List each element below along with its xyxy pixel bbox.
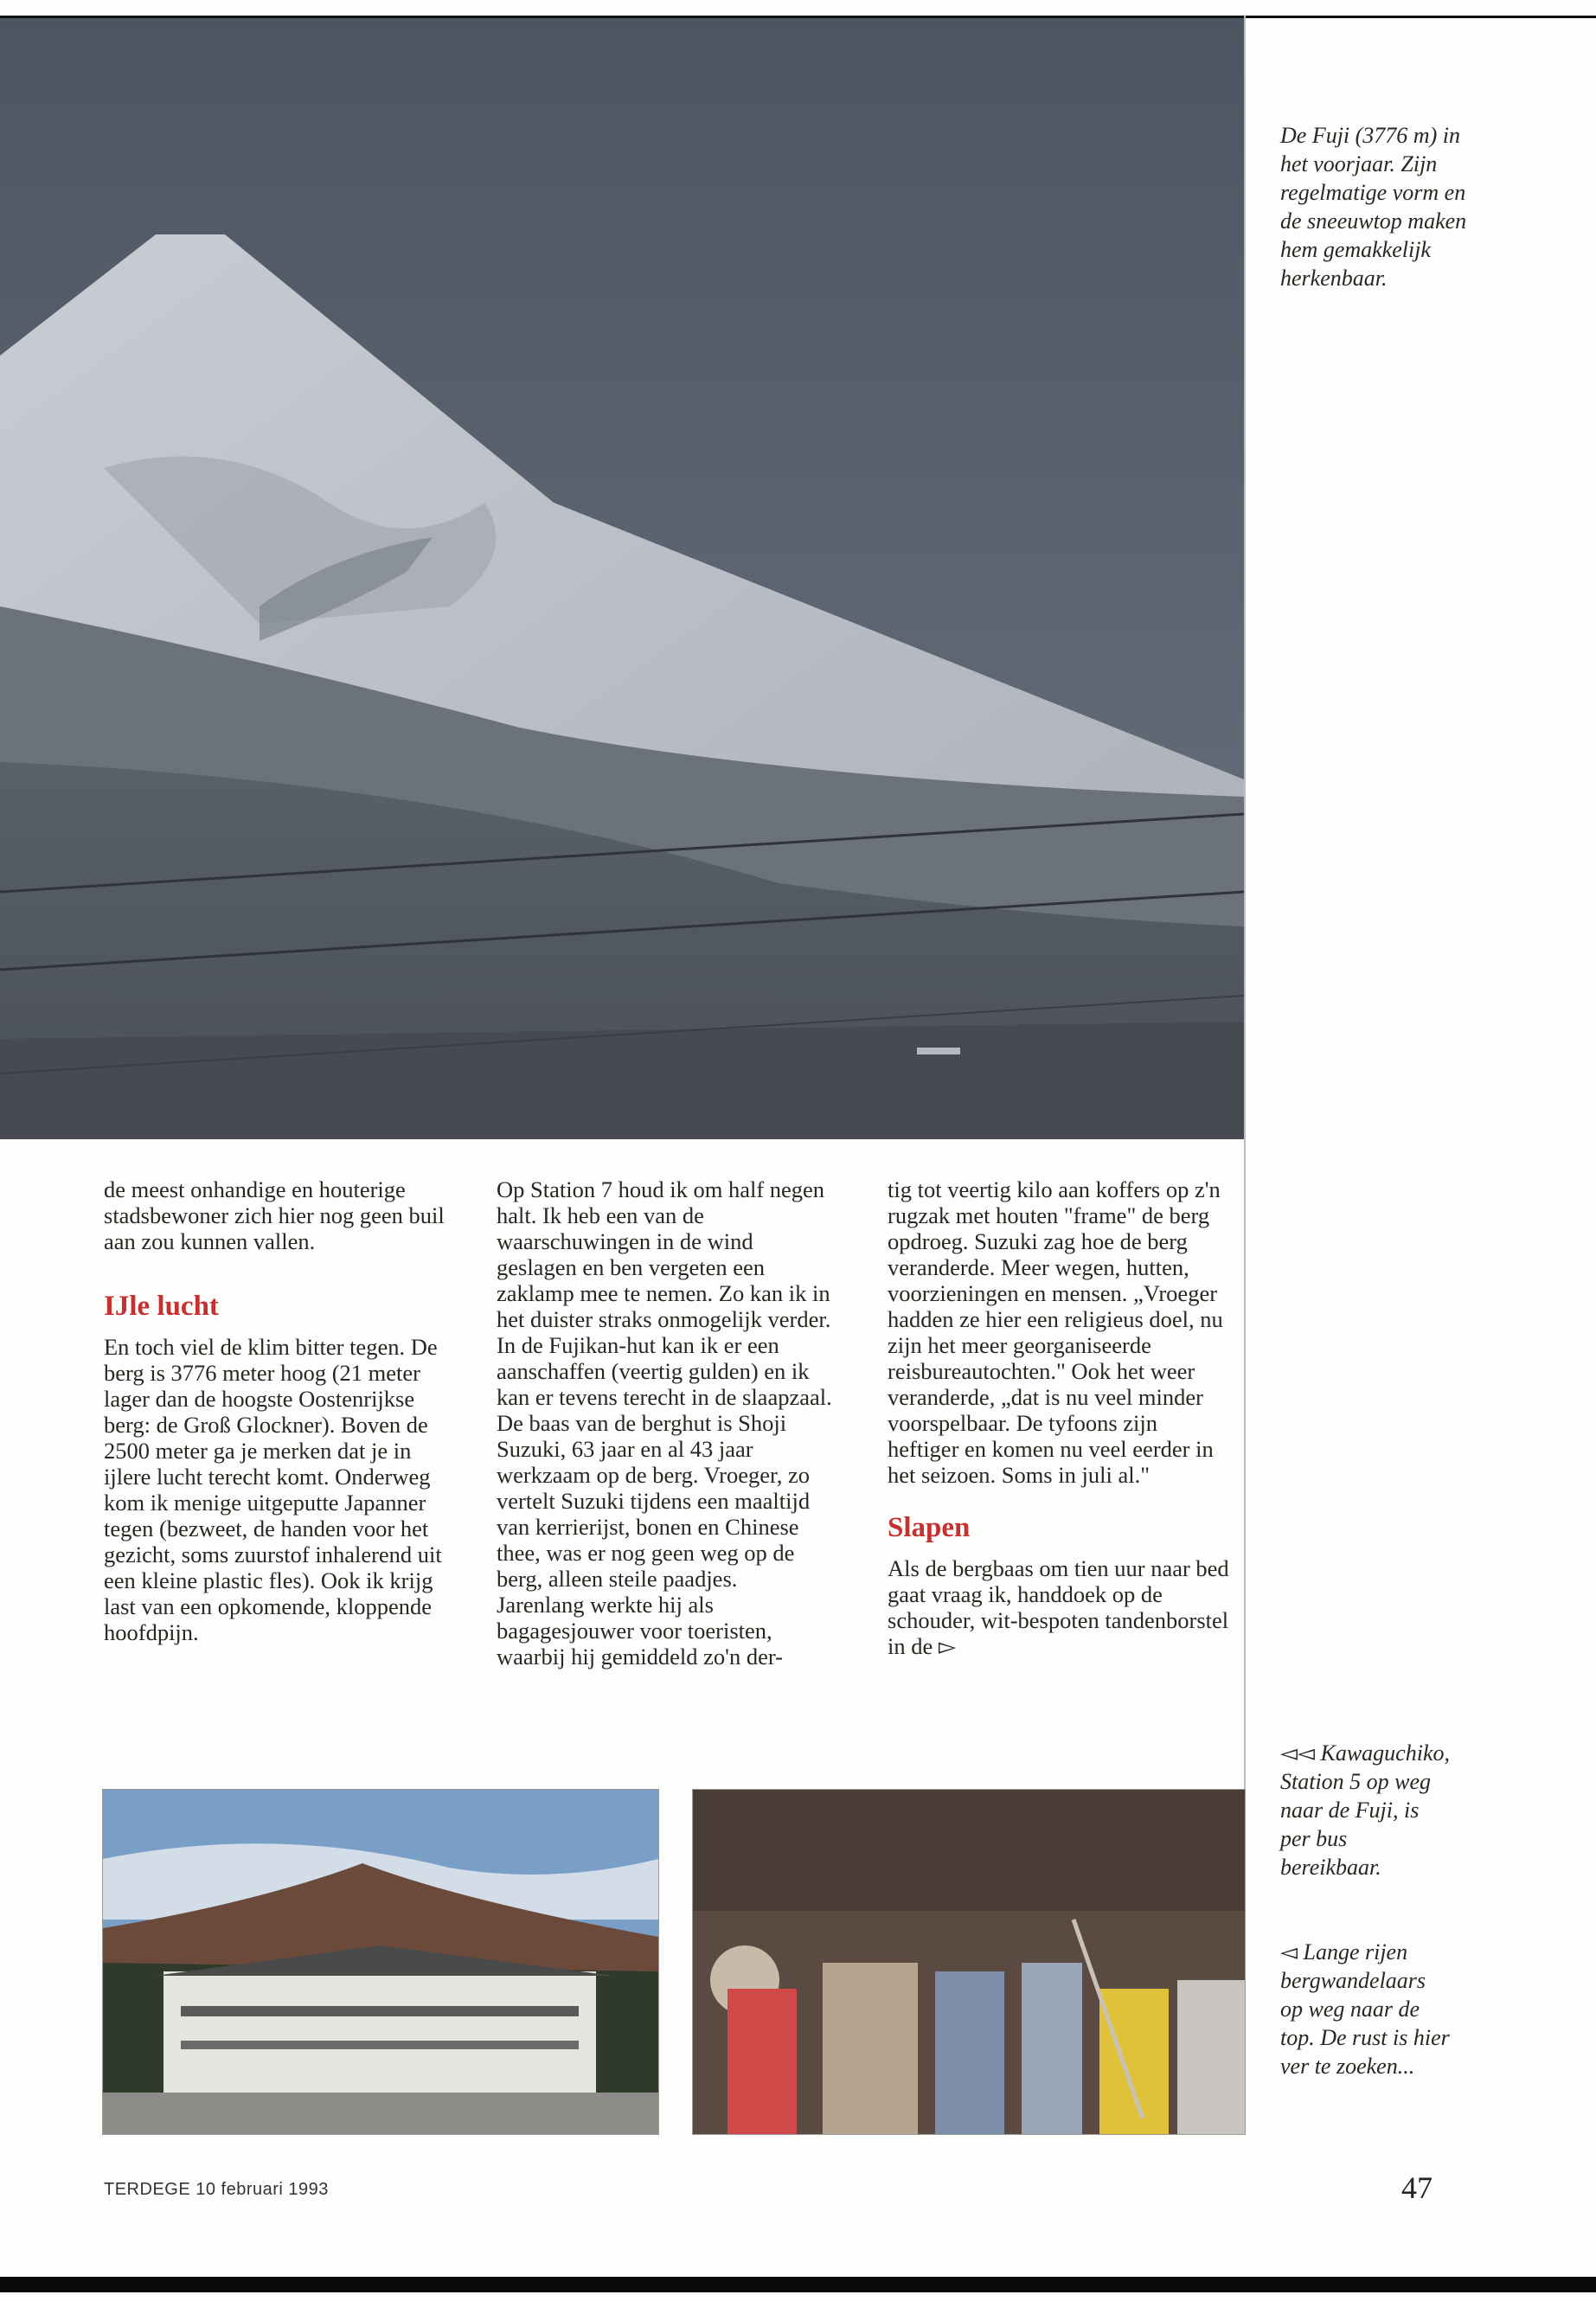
magazine-footer: TERDEGE 10 februari 1993: [104, 2180, 329, 2199]
column3-para2: Als de bergbaas om tien uur naar bed gaat vraag ik, handdoek op de schouder, wit-bespoten tandenborstel in de ▻: [888, 1555, 1229, 1659]
column3-para1: tig tot veertig kilo aan koffers op z'n rugzak met houten "frame" de berg opdroeg. Suzuki zag hoe de berg veranderde. Meer wegen, hutten, voorzieningen en mensen. „Vroeger hadden ze hier een religieus doel, nu zijn het meer georganiseerde reisbureautochten." Ook het weer veranderde, „dat is nu veel minder voorspelbaar. De tyfoons zijn heftiger en komen nu veel eerder in het seizoen. Soms in juli al.": [888, 1176, 1223, 1488]
caption-queue: ◅ Lange rijen bergwandelaars op weg naar de top. De rust is hier ver te zoeken...: [1280, 1939, 1450, 2079]
text-column-3: [888, 1176, 1230, 1659]
column1-intro: de meest onhandige en houterige stadsbewoner zich hier nog geen buil aan zou kunnen vallen.: [104, 1176, 445, 1254]
heading-ijle-lucht: IJle lucht: [104, 1291, 219, 1322]
fuji-photo: [0, 18, 1244, 1139]
column2-para2: De baas van de berghut is Shoji Suzuki, 63 jaar en al 43 jaar werkzaam op de berg. Vroeger, zo vertelt Suzuki tijdens een maaltijd van kerrierijst, bonen en Chinese thee, was er nog geen weg op de berg, alleen steile paadjes.: [497, 1410, 811, 1592]
caption-station5: ◅◅ Kawaguchiko, Station 5 op weg naar de Fuji, is per bus bereikbaar.: [1280, 1740, 1450, 1880]
bottom-rule: [0, 2277, 1596, 2292]
queue-photo: [692, 1789, 1246, 2135]
column1-body: En toch viel de klim bitter tegen. De berg is 3776 meter hoog (21 meter lager dan de hoogste Oostenrijkse berg: de Groß Glockner). Boven de 2500 meter ga je merken dat je in ijlere lucht terecht komt. Onderweg kom ik menige uitgeputte Japanner tegen (bezweet, de handen voor het gezicht, soms zuurstof inhalerend uit een kleine plastic fles). Ook ik krijg last van een opkomende, kloppende hoofdpijn.: [104, 1334, 442, 1645]
page-number: 47: [1401, 2170, 1433, 2205]
caption-fuji: De Fuji (3776 m) in het voorjaar. Zijn regelmatige vorm en de sneeuwtop maken hem gemakkelijk herkenbaar.: [1280, 123, 1467, 291]
column2-para1: Op Station 7 houd ik om half negen halt. Ik heb een van de waarschuwingen in de wind geslagen en ben vergeten een zaklamp mee te nemen. Zo kan ik in het duister straks onmogelijk verder. In de Fujikan-hut kan ik er een aanschaffen (veertig gulden) en ik kan er tevens terecht in de slaapzaal.: [497, 1176, 832, 1410]
text-column-1: [104, 1176, 458, 1645]
text-column-2: [497, 1176, 836, 1670]
column2-para3: Jarenlang werkte hij als bagagesjouwer voor toeristen, waarbij hij gemiddeld zo'n der-: [497, 1592, 783, 1670]
station5-photo: [102, 1789, 659, 2135]
heading-slapen: Slapen: [888, 1512, 971, 1543]
